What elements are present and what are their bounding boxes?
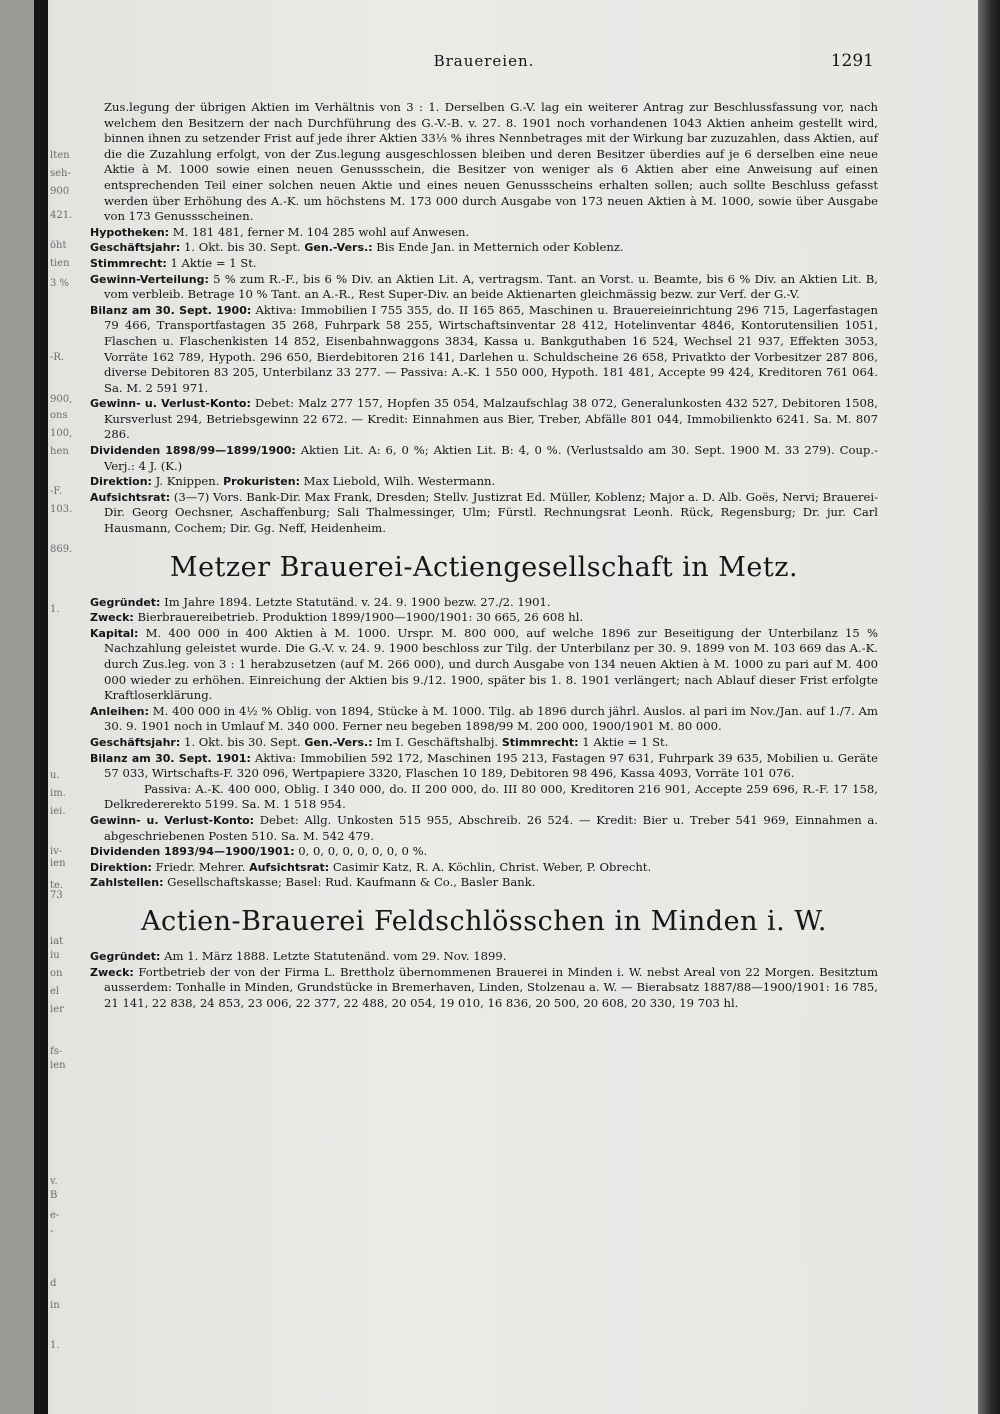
entry-label: Geschäftsjahr:: [90, 735, 181, 749]
entry: [90, 965, 878, 1012]
left-page-edge: [0, 0, 34, 1414]
entry-label: Direktion:: [90, 475, 152, 489]
entry-text: Casimir Katz, R. A. Köchlin, Christ. Weber, P. Obrecht.: [329, 859, 652, 874]
entry-text: 0, 0, 0, 0, 0, 0, 0, 0 %.: [294, 844, 428, 859]
company-title-metz: Metzer Brauerei-Actiengesellschaft in Metz.: [169, 551, 799, 583]
binding-shadow: [34, 0, 48, 1414]
margin-fragment: tien: [50, 258, 70, 269]
entry: [90, 844, 878, 860]
entry-text: 1 Aktie = 1 St.: [578, 734, 669, 749]
section-previous-company: [90, 100, 878, 537]
margin-fragment: on: [50, 968, 63, 979]
entry-label: Bilanz am 30. Sept. 1901:: [90, 751, 251, 765]
entry-label: Gewinn- u. Verlust-Konto:: [90, 813, 255, 827]
entry: [90, 443, 878, 474]
entry-text: Aktien Lit. A: 6, 0 %; Aktien Lit. B: 4, 0 %. (Verlustsaldo am 30. Sept. 1900 M. 33 279). Coup.-Verj.: 4 J. (K.): [104, 443, 878, 473]
entry-label: Gen.-Vers.:: [304, 735, 373, 749]
margin-fragment: hen: [50, 446, 69, 457]
entry-label: Gewinn-Verteilung:: [90, 272, 209, 286]
margin-fragment: el: [50, 986, 60, 997]
margin-fragment: ons: [50, 410, 68, 421]
entry-text: 1 Aktie = 1 St.: [166, 255, 257, 270]
entry-text: Aktiva: Immobilien 592 172, Maschinen 195 213, Fastagen 97 631, Fuhrpark 39 635, Mobilien u. Geräte 57 033, Wirtschafts-F. 320 096, Wertpapiere 3320, Flaschen 10 189, Debitoren 98 496, Kassa 4093, Vorräte 101 076.: [104, 750, 878, 781]
entry-text: 1. Okt. bis 30. Sept.: [180, 734, 305, 749]
margin-fragment: 1.: [50, 1340, 60, 1351]
entry-text: Friedr. Mehrer.: [151, 859, 250, 874]
entry: [90, 474, 878, 490]
margin-fragment: ier: [50, 1004, 64, 1015]
entry: [90, 626, 878, 704]
running-title: Brauereien.: [433, 52, 535, 70]
entry-text: Fortbetrieb der von der Firma L. Brettholz übernommenen Brauerei in Minden i. W. nebst Areal von 22 Morgen. Besitztum ausserdem: Tonhalle in Minden, Grundstücke in Bremerhaven, Linden, Stolzenau a. W. — Bierabsatz 1887/88—1900/1901: 16 785, 21 141, 22 838, 24 853, 23 006, 22 377, 22 488, 20 054, 19 010, 16 836, 20 500, 20 608, 20 330, 19 703 hl.: [104, 964, 878, 1010]
section-minden: [90, 949, 878, 1011]
margin-fragment: ien: [50, 1060, 66, 1071]
entry-label: Gen.-Vers.:: [304, 241, 373, 255]
entry: [90, 735, 878, 751]
entry: [90, 949, 878, 965]
margin-fragment: iat: [50, 936, 64, 947]
entry-text: Im I. Geschäftshalbj.: [372, 734, 502, 749]
margin-fragment: im.: [50, 788, 66, 799]
entry: [90, 490, 878, 537]
margin-fragment: e-: [50, 1210, 60, 1221]
page-number: 1291: [830, 51, 874, 71]
entry-label: Gegründet:: [90, 949, 161, 963]
entry-text: Im Jahre 1894. Letzte Statutänd. v. 24. 9. 1900 bezw. 27./2. 1901.: [160, 594, 551, 609]
margin-fragment: 869.: [50, 544, 73, 555]
entry: [90, 610, 878, 626]
margin-fragment: iu: [50, 950, 60, 961]
entry-text: Gesellschaftskasse; Basel: Rud. Kaufmann & Co., Basler Bank.: [163, 875, 536, 890]
margin-fragment: seh-: [50, 168, 71, 179]
entry-text: Am 1. März 1888. Letzte Statutenänd. vom 29. Nov. 1899.: [160, 948, 507, 963]
margin-fragment: lten: [50, 150, 70, 161]
margin-fragment: d: [50, 1278, 57, 1289]
margin-fragment: iei.: [50, 806, 66, 817]
entry-label: Kapital:: [90, 626, 139, 640]
entry-label: Stimmrecht:: [90, 256, 167, 270]
right-page-edge: [978, 0, 1000, 1414]
margin-fragment: 900: [50, 186, 70, 197]
entry-text: Aktiva: Immobilien I 755 355, do. II 165 865, Maschinen u. Brauereieinrichtung 296 715, Lagerfastagen 79 466, Transportfastagen 35 268, Fuhrpark 58 255, Wirtschaftsinventar 28 412, Hotelinventar 4846, Kontorutensilien 1051, Flaschen u. Flaschenkisten 14 852, Eisenbahnwaggons 3834, Kassa u. Bankguthaben 16 524, Wechsel 21 937, Effekten 3053, Vorräte 162 789, Hypoth. 296 650, Bierdebitoren 216 141, Darlehen u. Schuldscheine 26 658, Privatkto der Vorbesitzer 287 806, diverse Debitoren 83 205, Unterbilanz 33 277. — Passiva: A.-K. 1 550 000, Hypoth. 181 481, Accepte 99 424, Kreditoren 761 064. Sa. M. 2 591 971.: [104, 302, 879, 395]
entry-label: Bilanz am 30. Sept. 1900:: [90, 303, 252, 317]
entry-label: Dividenden 1893/94—1900/1901:: [90, 845, 295, 859]
entry-label: Zweck:: [90, 965, 134, 979]
entry-text: 1. Okt. bis 30. Sept.: [180, 240, 305, 255]
entry: [90, 751, 878, 782]
entry: [90, 875, 878, 891]
entry: [90, 595, 878, 611]
margin-fragment: 100,: [50, 428, 73, 439]
entry-text: Max Liebold, Wilh. Westermann.: [300, 474, 496, 489]
margin-fragment: fs-: [50, 1046, 63, 1057]
margin-fragment: 1.: [50, 604, 60, 615]
entry-text: Bis Ende Jan. in Metternich oder Koblenz.: [372, 240, 624, 255]
margin-fragment: 900,: [50, 394, 73, 405]
entry-label: Aufsichtsrat:: [249, 860, 330, 874]
margin-fragment: 421.: [50, 210, 73, 221]
entry-continuation: Passiva: A.-K. 400 000, Oblig. I 340 000, do. II 200 000, do. III 80 000, Kreditoren 216 901, Accepte 259 696, R.-F. 17 158, Delkredererekto 5199. Sa. M. 1 518 954.: [104, 781, 878, 812]
entry: [90, 813, 878, 844]
continued-paragraph: Zus.legung der übrigen Aktien im Verhältnis von 3 : 1. Derselben G.-V. lag ein weiterer Antrag zur Beschlussfassung vor, nach welchem den Besitzern der nach Durchführung des G.-V.-B. v. 27. 8. 1901 noch vorhandenen 1043 Aktien anheim gestellt wird, binnen ihnen zu setzender Frist auf jede ihrer Aktien 33⅓ % ihres Nennbetrages mit der Wirkung bar zuzuzahlen, dass Aktien, auf die die Zuzahlung erfolgt, von der Zus.legung ausgeschlossen bleiben und deren Besitzer überdies auf je 6 derselben eine neue Aktie à M. 1000 sowie einen neuen Genussschein, die Besitzer von weniger als 6 Aktien aber eine Anweisung auf einen entsprechenden Teil einer solchen neuen Aktie und eines neuen Genussscheins erhalten sollen; auch sollte Beschluss gefasst werden über Erhöhung des A.-K. um höchstens M. 173 000 durch Ausgabe von 173 neuen Aktien à M. 1000, sowie über Ausgabe von 173 Genussscheinen.: [104, 100, 878, 224]
entry: [90, 272, 878, 303]
entry-label: Hypotheken:: [90, 225, 170, 239]
entry-label: Direktion:: [90, 860, 152, 874]
margin-fragment: öht: [50, 240, 67, 251]
entry: [90, 303, 878, 397]
margin-fragment: -: [50, 1226, 54, 1237]
page-content: [90, 100, 878, 1011]
entry-label: Zahlstellen:: [90, 876, 164, 890]
margin-fragment: v.: [50, 1176, 58, 1187]
entry-text: Bierbrauereibetrieb. Produktion 1899/1900—1900/1901: 30 665, 26 608 hl.: [133, 610, 584, 625]
entry-text: Debet: Allg. Unkosten 515 955, Abschreib. 26 524. — Kredit: Bier u. Treber 541 969, Einnahmen a. abgeschriebenen Posten 510. Sa. M. 542 479.: [104, 812, 878, 843]
entry: [90, 240, 878, 256]
margin-fragment: 3 %: [50, 278, 70, 289]
entry: [90, 396, 878, 443]
entry-text: 5 % zum R.-F., bis 6 % Div. an Aktien Lit. A, vertragsm. Tant. an Vorst. u. Beamte, bis 6 % Div. an Aktien Lit. B, vom verbleib. Betrage 10 % Tant. an A.-R., Rest Super-Div. an beide Aktienarten gleichmässig bezw. zur Verf. der G.-V.: [104, 271, 878, 302]
margin-fragment: -F.: [50, 486, 62, 497]
margin-fragment: te.: [50, 880, 64, 891]
entry-text: (3—7) Vors. Bank-Dir. Max Frank, Dresden; Stellv. Justizrat Ed. Müller, Koblenz; Major a. D. Alb. Goës, Nervi; Brauerei-Dir. Georg Oechsner, Aschaffenburg; Sali Thalmessinger, Ulm; Fürstl. Rechnungsrat Leonh. Rück, Regensburg; Dr. jur. Carl Hausmann, Cochem; Dir. Gg. Neff, Heidenheim.: [104, 489, 878, 536]
entry-text: M. 400 000 in 4½ % Oblig. von 1894, Stücke à M. 1000. Tilg. ab 1896 durch jährl. Auslos. al pari im Nov./Jan. auf 1./7. Am 30. 9. 1901 noch in Umlauf M. 340 000. Ferner neu begeben 1898/99 M. 200 000, 1900/1901 M. 80 000.: [104, 703, 878, 734]
entry-text: Debet: Malz 277 157, Hopfen 35 054, Malzaufschlag 38 072, Generalunkosten 432 527, Debitoren 1508, Kursverlust 294, Betriebsgewinn 22 672. — Kredit: Einnahmen aus Bier, Treber, Abfälle 801 044, Immobilienkto 6241. Sa. M. 807 286.: [104, 396, 878, 442]
margin-fragment: -R.: [50, 352, 65, 363]
entry-text: M. 400 000 in 400 Aktien à M. 1000. Urspr. M. 800 000, auf welche 1896 zur Beseitigung der Unterbilanz 15 % Nachzahlung geleistet wurde. Die G.-V. v. 24. 9. 1900 beschloss zur Tilg. der Unterbilanz per 30. 9. 1899 von M. 103 669 das A.-K. durch Zus.leg. von 3 : 1 herabzusetzen (auf M. 266 000), und durch Ausgabe von 134 neuen Aktien à M. 1000 zu pari auf M. 400 000 wieder zu erhöhen. Einreichung der Aktien bis 9./12. 1900, später bis 1. 8. 1901 verlängert; nach Ablauf dieser Frist erfolgte Kraftloserklärung.: [104, 625, 878, 703]
entry-label: Stimmrecht:: [501, 735, 579, 749]
company-title-minden: Actien-Brauerei Feldschlösschen in Minden i. W.: [141, 905, 827, 937]
entry: [90, 860, 878, 876]
entry-label: Anleihen:: [90, 704, 149, 718]
entry-label: Zweck:: [90, 611, 134, 625]
entry: [90, 225, 878, 241]
margin-fragment: 73: [50, 890, 63, 901]
section-metz: [90, 595, 878, 891]
entry: [90, 256, 878, 272]
entry-label: Prokuristen:: [223, 475, 300, 489]
entry-text: M. 181 481, ferner M. 104 285 wohl auf Anwesen.: [169, 224, 470, 239]
entry-label: Gewinn- u. Verlust-Konto:: [90, 397, 251, 411]
margin-fragment: ien: [50, 858, 66, 869]
entry-label: Aufsichtsrat:: [90, 490, 171, 504]
entry-label: Geschäftsjahr:: [90, 241, 181, 255]
margin-fragment: in: [50, 1300, 60, 1311]
margin-fragment: iv-: [50, 846, 63, 857]
entry-label: Dividenden 1898/99—1899/1900:: [90, 444, 296, 458]
margin-fragment: B: [50, 1190, 58, 1201]
entry: [90, 704, 878, 735]
entry-text: J. Knippen.: [151, 474, 224, 489]
margin-fragment: u.: [50, 770, 60, 781]
margin-fragment: 103.: [50, 504, 73, 515]
entry-label: Gegründet:: [90, 595, 161, 609]
page-header: [90, 52, 878, 74]
